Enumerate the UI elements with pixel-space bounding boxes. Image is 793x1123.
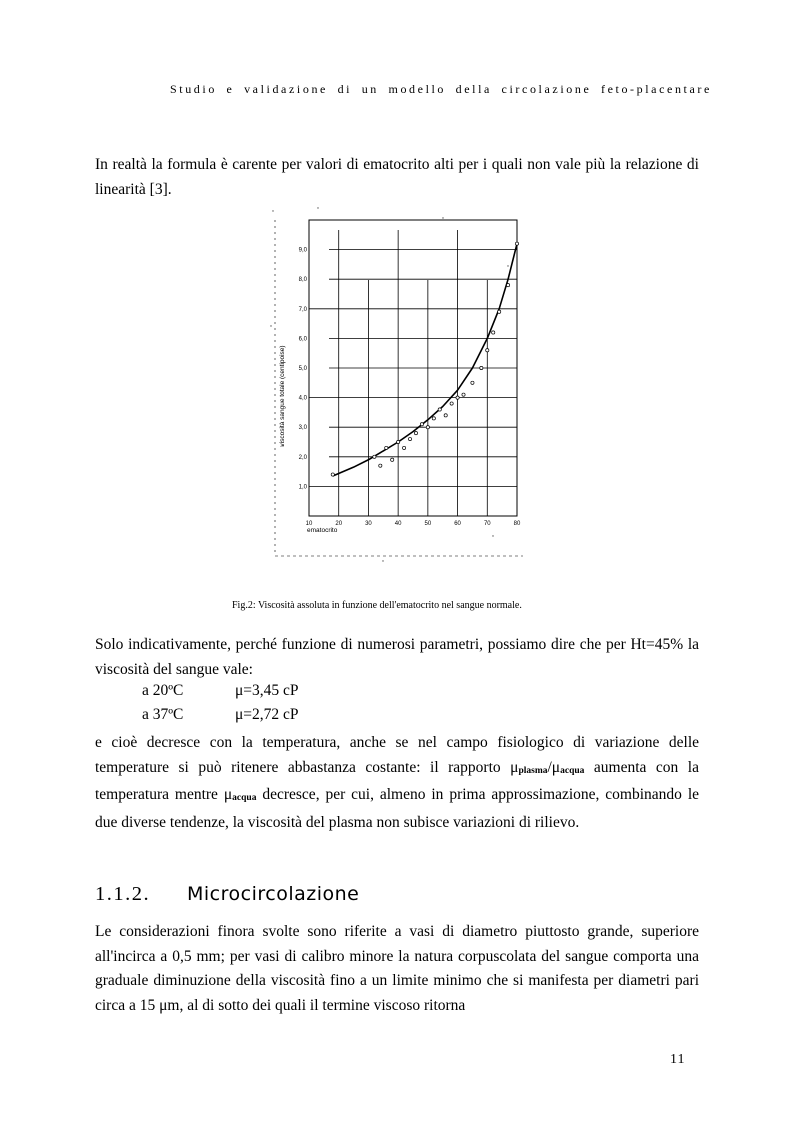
- y-tick-label: 6,0: [298, 336, 307, 343]
- data-point: [408, 437, 411, 440]
- data-point: [498, 310, 501, 313]
- data-point: [456, 396, 459, 399]
- paragraph-intro: In realtà la formula è carente per valori di ematocrito alti per i quali non vale più la relazione di linearità [3].: [95, 156, 699, 198]
- data-point: [492, 331, 495, 334]
- data-point: [373, 455, 376, 458]
- scan-speckle: [382, 560, 383, 561]
- viscosity-value: μ=2,72 cP: [235, 706, 299, 723]
- viscosity-chart: [263, 206, 533, 568]
- subscript-acqua: acqua: [560, 765, 585, 776]
- data-point: [438, 408, 441, 411]
- data-point: [444, 414, 447, 417]
- chart-marks: [331, 242, 518, 476]
- scan-speckle: [317, 207, 318, 208]
- figure-caption: Fig.2: Viscosità assoluta in funzione dell'ematocrito nel sangue normale.: [232, 600, 522, 611]
- data-point: [515, 242, 518, 245]
- series-line-curva: [333, 244, 517, 476]
- paragraph-temperature: [95, 731, 699, 835]
- x-axis-label: ematocrito: [307, 527, 338, 534]
- data-point: [331, 473, 334, 476]
- data-point: [397, 440, 400, 443]
- data-point: [471, 381, 474, 384]
- x-tick-label: 70: [483, 521, 491, 527]
- subscript-acqua: acqua: [232, 793, 257, 803]
- data-point: [462, 393, 465, 396]
- section-title: Microcircolazione: [187, 883, 360, 905]
- running-header: Studio e validazione di un modello della circolazione feto-placentare: [170, 82, 712, 96]
- chart-grid: [270, 207, 523, 561]
- data-point: [506, 284, 509, 287]
- y-tick-label: 9,0: [298, 247, 307, 254]
- y-tick-label: 4,0: [298, 395, 307, 402]
- scan-speckle: [270, 325, 271, 326]
- subscript-plasma: plasma: [518, 765, 548, 776]
- x-tick-label: 50: [424, 521, 432, 527]
- data-point: [414, 432, 417, 435]
- scan-speckle: [442, 217, 443, 218]
- text-run: /μ: [547, 758, 561, 776]
- text-run: e cioè decresce con la temperatura, anche se nel campo fisiologico di variazione delle temperature si può ritenere abbastanza costante: il rapporto μ: [95, 734, 699, 776]
- scan-speckle: [507, 265, 508, 266]
- data-point: [391, 458, 394, 461]
- y-tick-label: 3,0: [298, 425, 307, 432]
- y-tick-label: 5,0: [298, 366, 307, 372]
- y-axis-label: viscosità sangue totale (centipoise): [279, 345, 286, 447]
- data-point: [432, 417, 435, 420]
- section-number: 1.1.2.: [95, 883, 151, 905]
- x-tick-label: 30: [365, 521, 372, 527]
- scan-speckle: [492, 535, 493, 536]
- x-tick-label: 60: [454, 521, 461, 527]
- temperature-label: a 37ºC: [142, 706, 184, 723]
- y-tick-label: 2,0: [298, 454, 307, 461]
- viscosity-value: μ=3,45 cP: [235, 682, 299, 699]
- paragraph-microcirculation: Le considerazioni finora svolte sono riferite a vasi di diametro piuttosto grande, superiore all'incirca a 0,5 mm; per vasi di calibro minore la natura corpuscolata del sangue comporta una graduale diminuzione della viscosità fino a un limite minimo che si manifesta per diametri pari circa a 15 μm, al di sotto dei quali il termine viscoso ritorna: [95, 923, 699, 1014]
- x-tick-label: 80: [513, 521, 521, 527]
- text-run: decresce, per cui, almeno in prima approssimazione, combinando le due diverse tendenze, la viscosità del plasma non subisce variazioni di rilievo.: [95, 786, 700, 831]
- scan-speckle: [272, 210, 273, 211]
- data-point: [486, 349, 489, 352]
- data-point: [385, 446, 388, 449]
- y-tick-label: 1,0: [298, 484, 307, 491]
- data-point: [450, 402, 453, 405]
- section-heading: [95, 883, 359, 906]
- x-tick-label: 40: [394, 521, 402, 527]
- data-point: [420, 423, 423, 426]
- y-tick-label: 8,0: [298, 277, 307, 284]
- data-point: [379, 464, 382, 467]
- paragraph-viscosity: Solo indicativamente, perché funzione di numerosi parametri, possiamo dire che per Ht=45% la viscosità del sangue vale:: [95, 636, 699, 678]
- x-tick-label: 20: [335, 521, 343, 527]
- data-point: [426, 426, 429, 429]
- y-tick-label: 7,0: [298, 306, 307, 313]
- page-number: 11: [670, 1052, 686, 1067]
- data-point: [480, 366, 483, 369]
- temperature-label: a 20ºC: [142, 682, 184, 699]
- x-tick-label: 10: [305, 521, 313, 527]
- text-run: aumenta con la temperatura mentre μ: [95, 758, 699, 803]
- data-point: [402, 446, 405, 449]
